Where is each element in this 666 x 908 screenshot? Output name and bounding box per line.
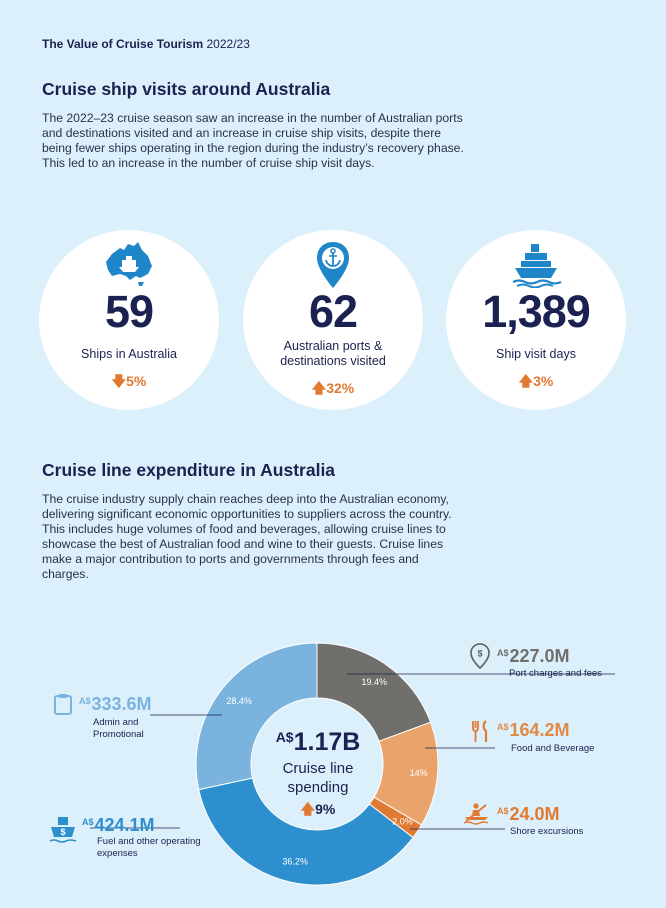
document-title: The Value of Cruise Tourism — [42, 37, 204, 51]
callout-label-fuel: Fuel and other operating expenses — [97, 836, 201, 859]
svg-text:$: $ — [60, 827, 66, 837]
arrow-up-icon: 🡅 — [300, 801, 316, 817]
fork-knife-icon — [470, 719, 492, 748]
australia-map-ship-icon — [39, 240, 219, 290]
callout-label-port: Port charges and fees — [509, 668, 602, 679]
donut-percent-label: 2.0% — [392, 816, 413, 827]
section-title-expenditure: Cruise line expenditure in Australia — [42, 460, 336, 480]
svg-text:$: $ — [477, 648, 483, 659]
stat-change: 🡅32% — [311, 380, 355, 396]
total-spending-label: Cruise line spending — [282, 760, 354, 796]
section-body-expenditure: The cruise industry supply chain reaches deep into the Australian economy, delivering significant economic opportunities to suppliers across the country. This includes huge volumes of food and beverages, allowing cruise lines to showcase the best of Australian food and wine to their guests. Cruise lines make a major contribution to ports and governments through fees and charges. — [42, 492, 452, 581]
arrow-down-icon: 🡇 — [111, 373, 127, 389]
callout-amount-fuel: $^{A\$}$424.1M — [82, 815, 155, 835]
dollar-pin-icon — [470, 643, 490, 674]
section-body-ship-visits: The 2022–23 cruise season saw an increase in the number of Australian ports and destinations visited and an increase in cruise ship visits, despite there being fewer ships operating in the region during the industry’s recovery phase. This led to an increase in the number of cruise ship visit days. — [42, 111, 464, 170]
clipboard-icon — [53, 693, 73, 720]
document-year: 2022/23 — [206, 37, 250, 51]
stat-change: 🡅3% — [518, 373, 554, 389]
donut-percent-label: 36.2% — [282, 856, 308, 867]
total-spending-change: 🡅9% — [300, 801, 336, 817]
kayak-icon — [462, 801, 492, 830]
stat-ships-in-australia — [39, 230, 219, 410]
callout-amount-admin: $^{A\$}$333.6M — [79, 694, 152, 714]
donut-percent-label: 19.4% — [361, 677, 388, 688]
callout-label-admin: Admin and Promotional — [93, 717, 144, 740]
total-spending: $^{A\$}$1.17B — [275, 728, 361, 756]
stat-value: 59 — [104, 286, 154, 337]
stat-label: Ship visit days — [496, 347, 576, 361]
callout-label-shore: Shore excursions — [510, 826, 584, 837]
stat-value: 62 — [308, 286, 358, 337]
callout-amount-food: $^{A\$}$164.2M — [497, 720, 570, 740]
donut-percent-label: 14% — [409, 767, 428, 778]
callout-amount-port: $^{A\$}$227.0M — [497, 646, 570, 666]
arrow-up-icon: 🡅 — [518, 373, 534, 389]
section-title-ship-visits: Cruise ship visits around Australia — [42, 79, 331, 99]
callout-label-food: Food and Beverage — [511, 743, 595, 754]
fuel-ship-icon — [48, 815, 78, 850]
stat-ports-visited — [243, 230, 423, 410]
location-anchor-icon — [243, 240, 423, 290]
stat-change: 🡇5% — [111, 373, 147, 389]
donut-percent-label: 28.4% — [226, 696, 252, 707]
donut-slice-port-charges-and-fees — [317, 643, 431, 741]
stat-label: Australian ports & destinations visited — [280, 339, 386, 368]
stat-ship-visit-days — [446, 230, 626, 410]
donut-center — [253, 728, 383, 823]
cruise-ship-icon — [446, 240, 626, 290]
stat-value: 1,389 — [482, 286, 590, 337]
callout-amount-shore: $^{A\$}$24.0M — [497, 804, 560, 824]
stat-label: Ships in Australia — [81, 347, 177, 361]
document-header — [42, 37, 250, 51]
arrow-up-icon: 🡅 — [311, 380, 327, 396]
